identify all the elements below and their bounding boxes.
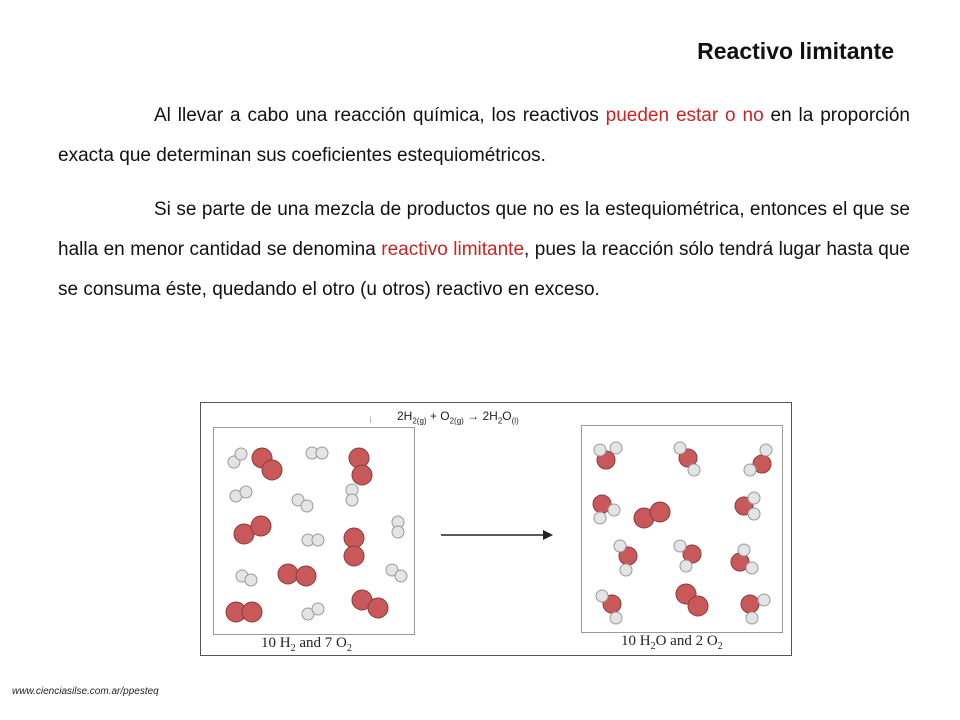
h2-molecule <box>236 570 257 586</box>
paragraph-proportion <box>58 96 910 176</box>
h2o-molecule <box>593 495 620 524</box>
cap-right-a-sub: 2 <box>650 641 656 652</box>
p1-text-before: Al llevar a cabo una reacción química, los reactivos <box>154 105 606 126</box>
h2o-molecule <box>596 590 622 624</box>
o2-molecule <box>344 528 364 566</box>
o2-molecule <box>352 590 388 618</box>
cap-left-b-sub: 2 <box>346 643 352 654</box>
h2-molecule <box>302 603 324 620</box>
cap-right-b: O and 2 O <box>655 633 718 649</box>
equation-mark: ¡ <box>369 413 372 423</box>
h2-molecule <box>230 486 252 502</box>
h2o-molecule <box>674 442 700 476</box>
eq-h2: 2H <box>397 409 413 423</box>
cap-left-a: 10 H <box>261 635 291 651</box>
eq-h2-sub: 2(g) <box>412 416 427 426</box>
cap-left-b: and 7 O <box>295 635 347 651</box>
h2o-molecule <box>731 544 758 574</box>
reaction-arrow <box>439 527 559 543</box>
o2-molecule <box>252 448 282 480</box>
reaction-figure <box>200 402 792 656</box>
reactants-caption <box>261 635 352 654</box>
p2-highlight: reactivo limitante <box>381 239 525 260</box>
o2-molecule <box>278 564 316 586</box>
cap-right-b-sub: 2 <box>717 641 723 652</box>
eq-h2o-mid-sub: 2 <box>497 416 503 426</box>
p1-text-after: en la proporción exacta que determinan sus coeficientes estequiométricos. <box>58 105 911 166</box>
h2-molecule <box>386 564 407 582</box>
products-caption <box>621 633 723 652</box>
h2-molecule <box>346 484 358 506</box>
o2-molecule <box>349 448 372 485</box>
h2o-molecule <box>744 444 772 476</box>
o2-molecule <box>676 584 708 616</box>
reactants-box <box>213 427 415 635</box>
slide-title: Reactivo limitante <box>697 38 894 64</box>
h2o-molecule <box>674 540 701 572</box>
p2-text-after: , pues la reacción sólo tendrá lugar hasta que se consuma éste, quedando el otro (u otros) reactivo en exceso. <box>58 239 910 300</box>
cap-left-a-sub: 2 <box>290 643 296 654</box>
source-url: www.cienciasilse.com.ar/ppesteq <box>12 686 159 697</box>
o2-molecule <box>226 602 262 622</box>
h2-molecule <box>306 447 328 459</box>
h2-molecule <box>228 448 247 468</box>
o2-molecule <box>634 502 670 528</box>
h2-molecule <box>392 516 404 538</box>
eq-o2-sub: 2(g) <box>449 416 464 426</box>
h2o-molecule <box>594 442 622 469</box>
products-box <box>581 425 783 633</box>
h2-molecule <box>302 534 324 546</box>
h2o-molecule <box>741 594 770 624</box>
eq-h2o-o: O <box>502 409 512 423</box>
reactant-molecules <box>214 428 414 634</box>
chemical-equation <box>397 409 519 425</box>
o2-molecule <box>234 516 271 544</box>
p1-highlight: pueden estar o no <box>605 105 764 126</box>
eq-plus-o: + O <box>426 409 450 423</box>
h2o-molecule <box>735 492 760 520</box>
eq-h2o-sub: (l) <box>511 416 519 426</box>
paragraph-limiting-reagent <box>58 190 910 310</box>
h2o-molecule <box>614 540 637 576</box>
p2-text-before: Si se parte de una mezcla de productos que no es la estequiométrica, entonces el que se halla en menor cantidad se denomina <box>58 199 910 260</box>
eq-h2o: 2H <box>482 409 498 423</box>
eq-arrow: → <box>463 409 483 423</box>
cap-right-a: 10 H <box>621 633 651 649</box>
h2-molecule <box>292 494 313 512</box>
product-molecules <box>582 426 782 632</box>
